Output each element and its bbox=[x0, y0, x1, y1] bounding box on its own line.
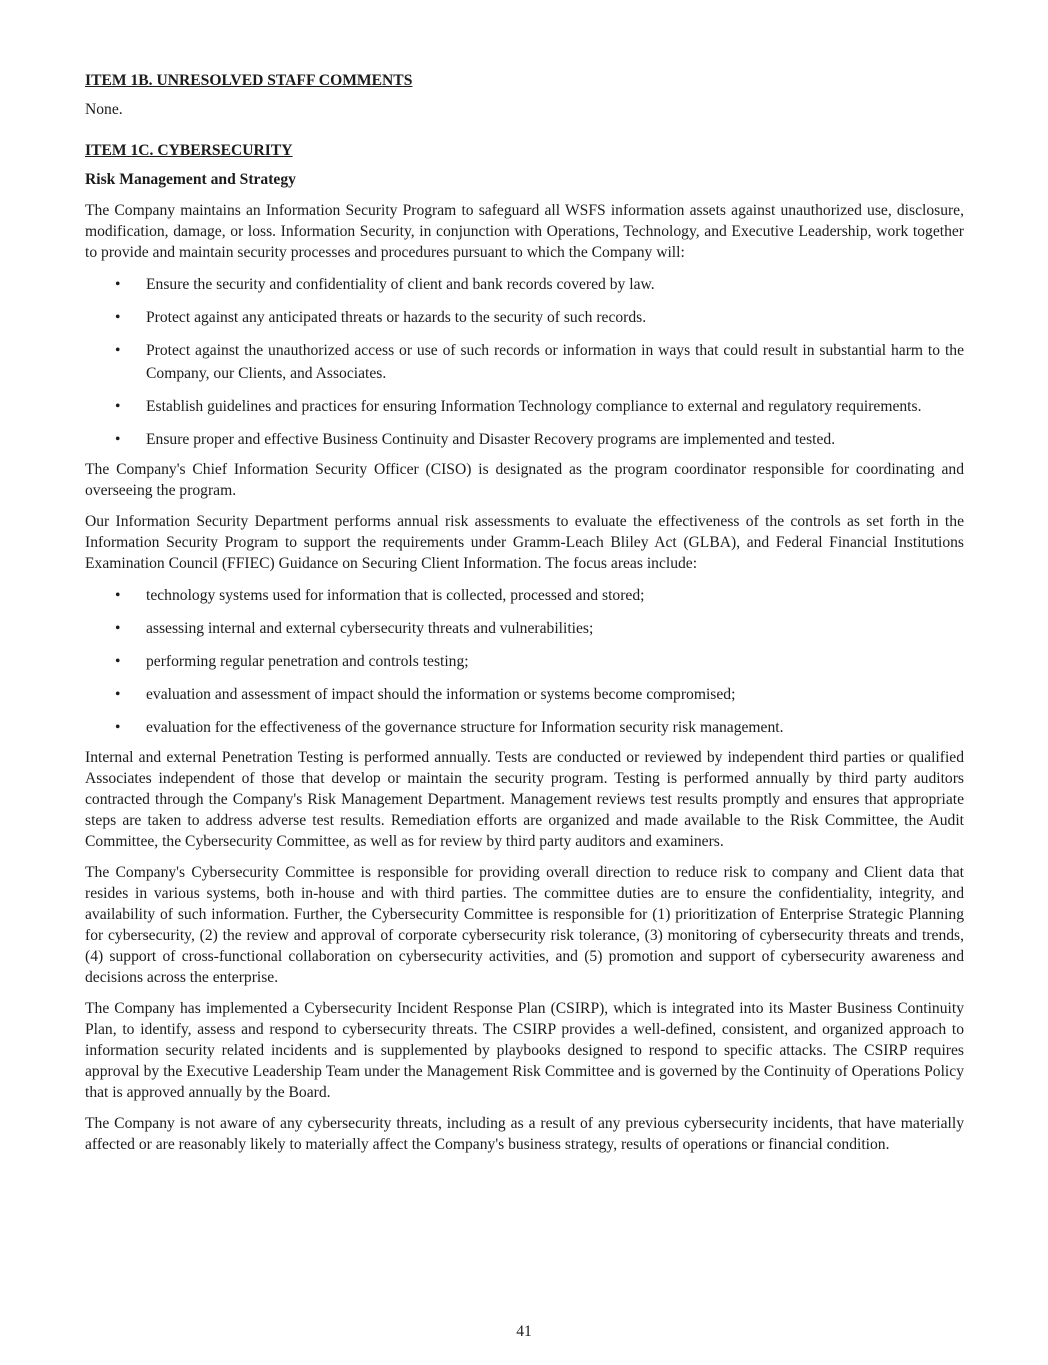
penetration-testing-paragraph: Internal and external Penetration Testing is performed annually. Tests are conducted or reviewed by independent third parties or qualified Associates independent of those that develop or maintain the security program. Testing is performed annually by third party auditors contracted through the Company's Risk Management Department. Management reviews test results promptly and ensures that appropriate steps are taken to address adverse test results. Remediation efforts are organized and made available to the Risk Committee, the Audit Committee, the Cybersecurity Committee, as well as for review by third party auditors and examiners. bbox=[85, 749, 964, 850]
cybersecurity-committee-paragraph: The Company's Cybersecurity Committee is responsible for providing overall direction to reduce risk to company and Client data that resides in various systems, both in-house and with third parties. The committee duties are to ensure the confidentiality, integrity, and availability of such information. Further, the Cybersecurity Committee is responsible for (1) prioritization of Enterprise Strategic Planning for cybersecurity, (2) the review and approval of corporate cybersecurity risk tolerance, (3) monitoring of cybersecurity threats and trends, (4) support of cross-functional collaboration on cybersecurity activities, and (5) promotion and support of cybersecurity awareness and decisions across the enterprise. bbox=[85, 864, 964, 986]
bullet-icon: • bbox=[115, 398, 121, 415]
list-item: • Ensure proper and effective Business Continuity and Disaster Recovery programs are implemented and tested. bbox=[85, 428, 964, 451]
focus-area-bullet-list bbox=[85, 584, 964, 739]
item-1b-heading: ITEM 1B. UNRESOLVED STAFF COMMENTS bbox=[85, 72, 413, 89]
list-item: • Protect against the unauthorized access or use of such records or information in ways that could result in substantial harm to the Company, our Clients, and Associates. bbox=[85, 339, 964, 385]
bullet-icon: • bbox=[115, 620, 121, 637]
csirp-paragraph: The Company has implemented a Cybersecurity Incident Response Plan (CSIRP), which is integrated into its Master Business Continuity Plan, to identify, assess and respond to cybersecurity threats. The CSIRP provides a well-defined, consistent, and organized approach to information security related incidents and is supplemented by playbooks designed to respond to specific attacks. The CSIRP requires approval by the Executive Leadership Team under the Management Risk Committee and is governed by the Continuity of Operations Policy that is approved annually by the Board. bbox=[85, 1000, 964, 1101]
bullet-icon: • bbox=[115, 276, 121, 293]
list-item: • Ensure the security and confidentiality of client and bank records covered by law. bbox=[85, 273, 964, 296]
page-number: 41 bbox=[516, 1323, 532, 1340]
bullet-icon: • bbox=[115, 309, 121, 326]
threat-awareness-paragraph: The Company is not aware of any cybersecurity threats, including as a result of any previous cybersecurity incidents, that have materially affected or are reasonably likely to materially affect the Company's business strategy, results of operations or financial condition. bbox=[85, 1115, 964, 1153]
item-1c-heading: ITEM 1C. CYBERSECURITY bbox=[85, 142, 293, 159]
list-item: • technology systems used for information that is collected, processed and stored; bbox=[85, 584, 964, 607]
list-item: • Establish guidelines and practices for ensuring Information Technology compliance to external and regulatory requirements. bbox=[85, 395, 964, 418]
risk-assessment-paragraph: Our Information Security Department performs annual risk assessments to evaluate the effectiveness of the controls as set forth in the Information Security Program to support the requirements under Gramm-Leach Bliley Act (GLBA), and Federal Financial Institutions Examination Council (FFIEC) Guidance on Securing Client Information. The focus areas include: bbox=[85, 513, 964, 572]
item-1b-body: None. bbox=[85, 101, 123, 118]
bullet-icon: • bbox=[115, 431, 121, 448]
bullet-icon: • bbox=[115, 653, 121, 670]
risk-management-subheading: Risk Management and Strategy bbox=[85, 171, 296, 188]
document-page bbox=[85, 66, 964, 1155]
bullet-icon: • bbox=[115, 719, 121, 736]
list-item: • evaluation for the effectiveness of the governance structure for Information security risk management. bbox=[85, 716, 964, 739]
list-item: • assessing internal and external cybersecurity threats and vulnerabilities; bbox=[85, 617, 964, 640]
list-item: • evaluation and assessment of impact should the information or systems become compromised; bbox=[85, 683, 964, 706]
bullet-icon: • bbox=[115, 342, 121, 359]
list-item: • Protect against any anticipated threats or hazards to the security of such records. bbox=[85, 306, 964, 329]
program-bullet-list bbox=[85, 273, 964, 451]
program-intro-paragraph: The Company maintains an Information Security Program to safeguard all WSFS information assets against unauthorized use, disclosure, modification, damage, or loss. Information Security, in conjunction with Operations, Technology, and Executive Leadership, work together to provide and maintain security processes and procedures pursuant to which the Company will: bbox=[85, 202, 964, 261]
bullet-icon: • bbox=[115, 587, 121, 604]
ciso-paragraph: The Company's Chief Information Security Officer (CISO) is designated as the program coordinator responsible for coordinating and overseeing the program. bbox=[85, 461, 964, 499]
list-item: • performing regular penetration and controls testing; bbox=[85, 650, 964, 673]
bullet-icon: • bbox=[115, 686, 121, 703]
